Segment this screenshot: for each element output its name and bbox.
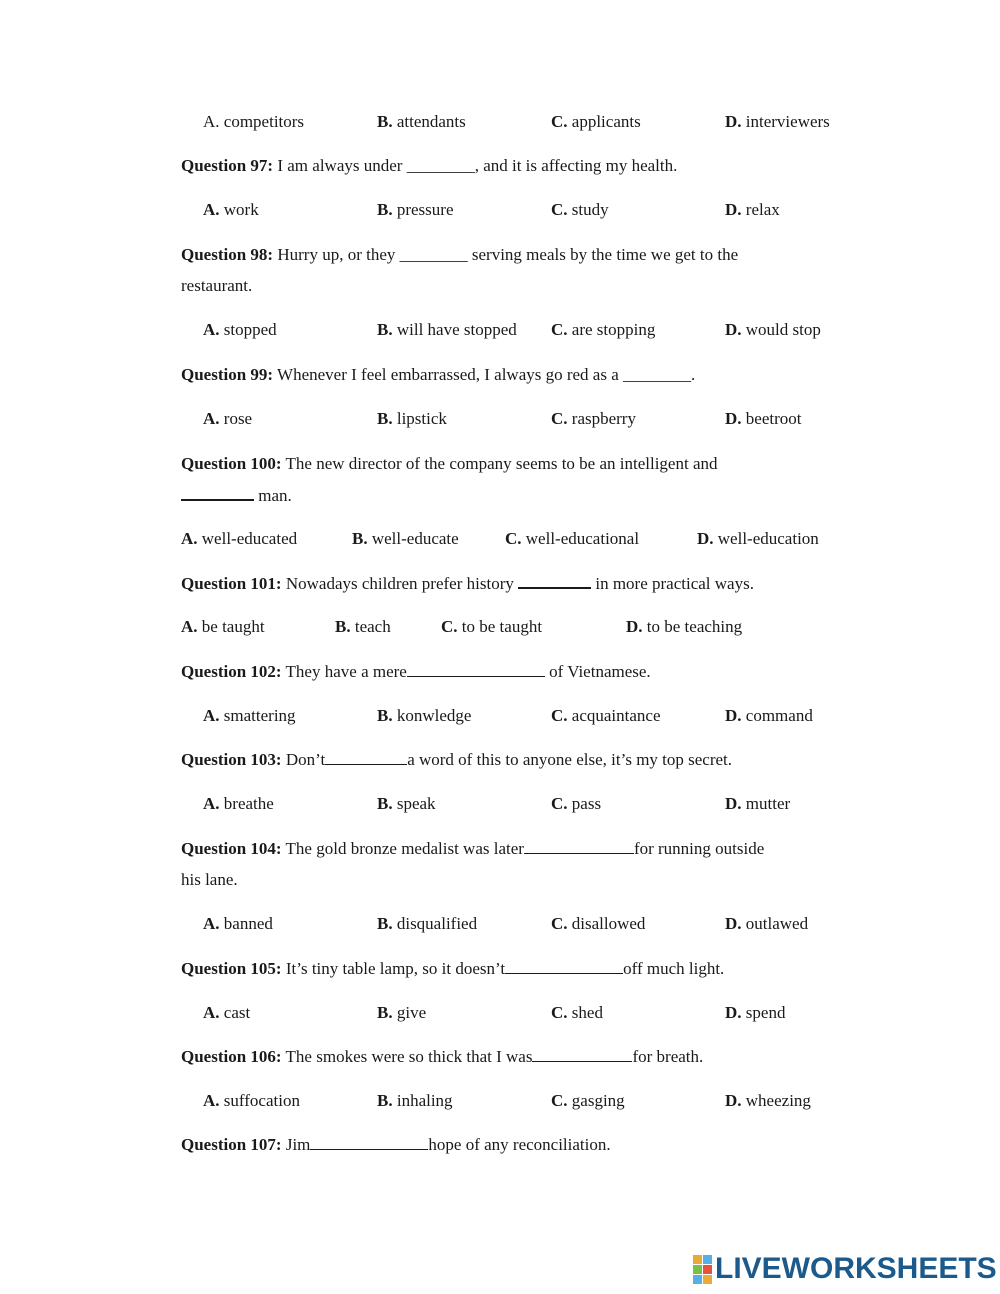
option-b[interactable]: B. will have stopped: [377, 320, 517, 339]
option-d[interactable]: D. beetroot: [725, 409, 802, 428]
option-c[interactable]: C. gasging: [551, 1091, 625, 1110]
question-105: Question 105: It’s tiny table lamp, so it doesn’t off much light.: [181, 959, 725, 978]
answer-blank[interactable]: [518, 571, 591, 589]
option-b[interactable]: B. well-educate: [352, 529, 459, 548]
option-d[interactable]: D. command: [725, 706, 813, 725]
answer-blank[interactable]: [181, 483, 254, 501]
option-d[interactable]: D. relax: [725, 200, 780, 219]
option-d[interactable]: D. outlawed: [725, 914, 809, 933]
answer-blank[interactable]: [532, 1045, 632, 1062]
answer-blank[interactable]: [310, 1133, 428, 1150]
option-a[interactable]: A. work: [203, 200, 259, 219]
option-a[interactable]: A. breathe: [203, 794, 274, 813]
option-a[interactable]: A. rose: [203, 409, 253, 428]
answer-blank[interactable]: [524, 837, 634, 854]
question-107: Question 107: Jim hope of any reconciliation.: [181, 1135, 611, 1154]
answer-blank[interactable]: [505, 957, 623, 974]
question-103: Question 103: Don’t a word of this to anyone else, it’s my top secret.: [181, 750, 733, 769]
question-100-cont: man.: [181, 483, 292, 507]
blank: ________: [406, 156, 475, 175]
option-a[interactable]: A. well-educated: [181, 529, 298, 548]
question-101: Question 101: Nowadays children prefer history in more practical ways.: [181, 571, 754, 595]
option-b[interactable]: B. konwledge: [377, 706, 472, 725]
option-c[interactable]: C. disallowed: [551, 914, 646, 933]
option-d[interactable]: D. wheezing: [725, 1091, 811, 1110]
question-98: Question 98: Hurry up, or they ________ serving meals by the time we get to the: [181, 245, 739, 264]
option-c[interactable]: C. well-educational: [505, 529, 640, 548]
option-b[interactable]: B. give: [377, 1003, 427, 1022]
option-d[interactable]: D. spend: [725, 1003, 786, 1022]
prev-option-d[interactable]: D. interviewers: [725, 112, 830, 131]
option-d[interactable]: D. well-education: [697, 529, 819, 548]
option-a[interactable]: A. smattering: [203, 706, 296, 725]
option-b[interactable]: B. speak: [377, 794, 436, 813]
option-b[interactable]: B. teach: [335, 617, 391, 636]
question-100: Question 100: The new director of the company seems to be an intelligent and: [181, 454, 718, 473]
option-c[interactable]: C. raspberry: [551, 409, 636, 428]
option-a[interactable]: A. banned: [203, 914, 273, 933]
logo-mark-icon: [693, 1255, 712, 1284]
option-d[interactable]: D. to be teaching: [626, 617, 743, 636]
option-c[interactable]: C. shed: [551, 1003, 603, 1022]
option-b[interactable]: B. pressure: [377, 200, 454, 219]
prev-option-b[interactable]: B. attendants: [377, 112, 466, 131]
logo-text: LIVEWORKSHEETS: [715, 1252, 997, 1285]
prev-option-c[interactable]: C. applicants: [551, 112, 641, 131]
option-c[interactable]: C. pass: [551, 794, 602, 813]
option-c[interactable]: C. acquaintance: [551, 706, 661, 725]
question-102: Question 102: They have a mere of Vietnamese.: [181, 662, 651, 681]
question-98-cont: restaurant.: [181, 276, 253, 295]
option-b[interactable]: B. disqualified: [377, 914, 478, 933]
blank: ________: [399, 245, 468, 264]
answer-blank[interactable]: [325, 748, 407, 765]
option-a[interactable]: A. cast: [203, 1003, 251, 1022]
option-c[interactable]: C. are stopping: [551, 320, 656, 339]
option-d[interactable]: D. would stop: [725, 320, 821, 339]
option-d[interactable]: D. mutter: [725, 794, 791, 813]
option-c[interactable]: C. to be taught: [441, 617, 543, 636]
option-a[interactable]: A. suffocation: [203, 1091, 300, 1110]
question-97: Question 97: I am always under ________, and it is affecting my health.: [181, 156, 678, 175]
option-a[interactable]: A. be taught: [181, 617, 265, 636]
option-c[interactable]: C. study: [551, 200, 609, 219]
question-99: Question 99: Whenever I feel embarrassed, I always go red as a ________.: [181, 365, 696, 384]
liveworksheets-logo: [693, 1254, 997, 1284]
blank: ________: [623, 365, 692, 384]
option-a[interactable]: A. stopped: [203, 320, 277, 339]
answer-blank[interactable]: [407, 660, 545, 677]
question-104: Question 104: The gold bronze medalist was later for running outside: [181, 839, 765, 858]
option-b[interactable]: B. lipstick: [377, 409, 447, 428]
question-106: Question 106: The smokes were so thick that I was for breath.: [181, 1047, 704, 1066]
question-104-cont: his lane.: [181, 870, 238, 889]
prev-option-a[interactable]: A. competitors: [203, 112, 305, 131]
option-b[interactable]: B. inhaling: [377, 1091, 453, 1110]
